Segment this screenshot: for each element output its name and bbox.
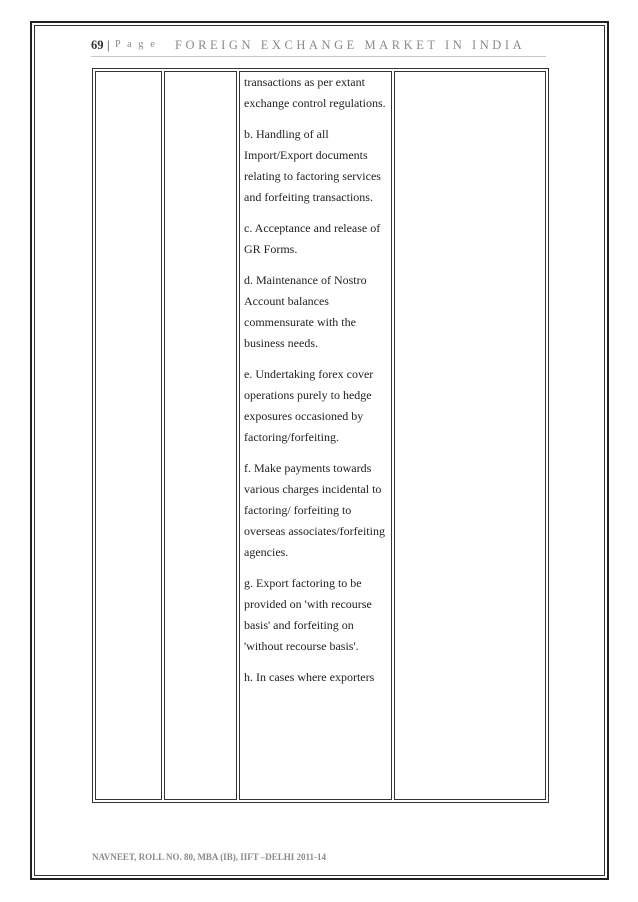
table-cell-col4 <box>394 71 546 800</box>
page-separator: | <box>107 38 110 52</box>
page-footer: NAVNEET, ROLL NO. 80, MBA (IB), IIFT –DELHI 2011-14 <box>92 852 327 862</box>
page-label: P a g e <box>115 39 157 50</box>
running-title: FOREIGN EXCHANGE MARKET IN INDIA <box>175 38 526 52</box>
paragraph: f. Make payments towards various charges incidental to factoring/ forfeiting to overseas associates/forfeiting agencies. <box>244 461 385 559</box>
paragraph: g. Export factoring to be provided on 'with recourse basis' and forfeiting on 'without recourse basis'. <box>244 576 372 653</box>
paragraph: c. Acceptance and release of GR Forms. <box>244 221 381 256</box>
table-cell-col2 <box>164 71 237 800</box>
page-header <box>91 38 546 58</box>
paragraph: transactions as per extant exchange control regulations. <box>244 75 386 110</box>
table-cell-col3 <box>239 71 392 800</box>
page-number: 69 <box>91 38 104 52</box>
paragraph: b. Handling of all Import/Export documents relating to factoring services and forfeiting transactions. <box>244 127 381 204</box>
paragraph: h. In cases where exporters <box>244 670 375 684</box>
paragraph: e. Undertaking forex cover operations purely to hedge exposures occasioned by factoring/forfeiting. <box>244 367 374 444</box>
table-cell-col1 <box>95 71 162 800</box>
content-table <box>92 68 549 803</box>
paragraph: d. Maintenance of Nostro Account balances commensurate with the business needs. <box>244 273 367 350</box>
header-rule <box>91 56 546 57</box>
table-row <box>95 71 546 800</box>
